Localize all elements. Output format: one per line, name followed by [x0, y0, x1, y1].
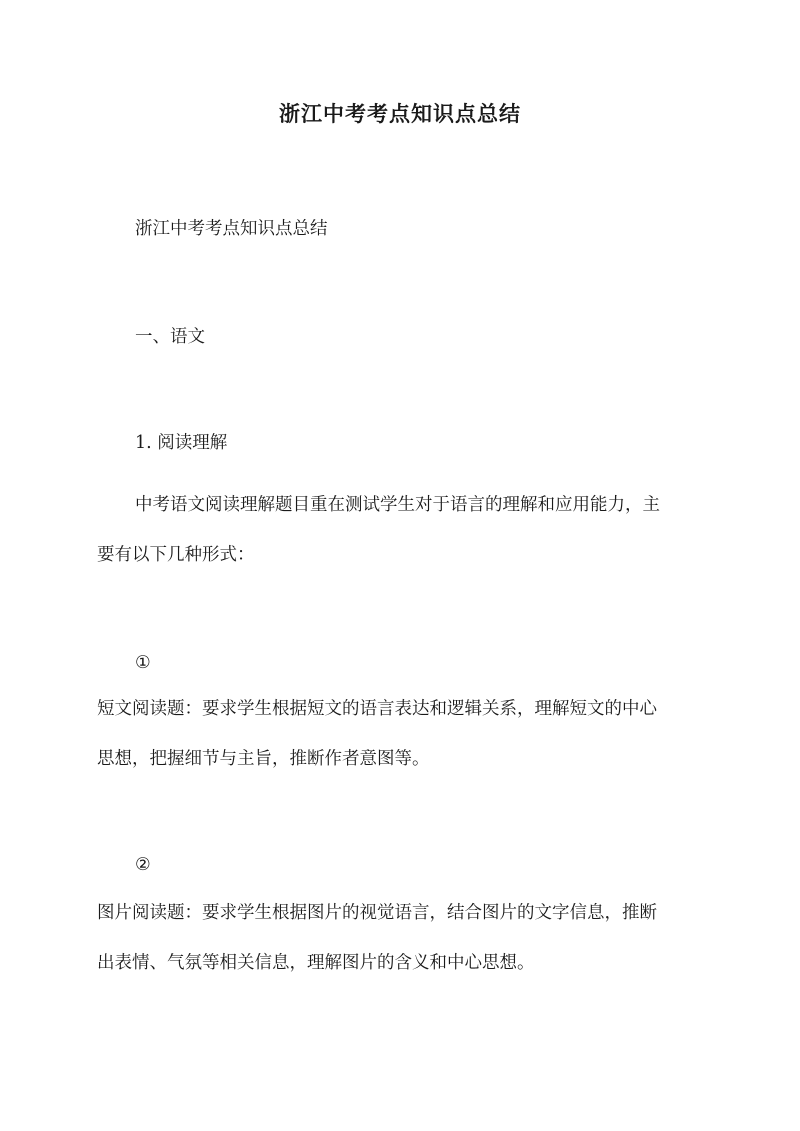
list-item-text: 思想，把握细节与主旨，推断作者意图等。	[97, 749, 430, 769]
list-marker: ①	[135, 653, 151, 673]
list-item-text: 图片阅读题：要求学生根据图片的视觉语言，结合图片的文字信息，推断	[97, 903, 657, 923]
page-title: 浙江中考考点知识点总结	[279, 101, 521, 126]
subsection-heading: 1. 阅读理解	[135, 433, 228, 453]
list-marker: ②	[135, 855, 151, 875]
intro-paragraph-line: 要有以下几种形式：	[97, 545, 255, 565]
section-heading: 一、语文	[135, 327, 205, 347]
document-subtitle: 浙江中考考点知识点总结	[135, 219, 328, 239]
list-item-text: 出表情、气氛等相关信息，理解图片的含义和中心思想。	[97, 953, 535, 973]
intro-paragraph-line: 中考语文阅读理解题目重在测试学生对于语言的理解和应用能力，主	[135, 495, 660, 515]
list-item-text: 短文阅读题：要求学生根据短文的语言表达和逻辑关系，理解短文的中心	[97, 699, 657, 719]
